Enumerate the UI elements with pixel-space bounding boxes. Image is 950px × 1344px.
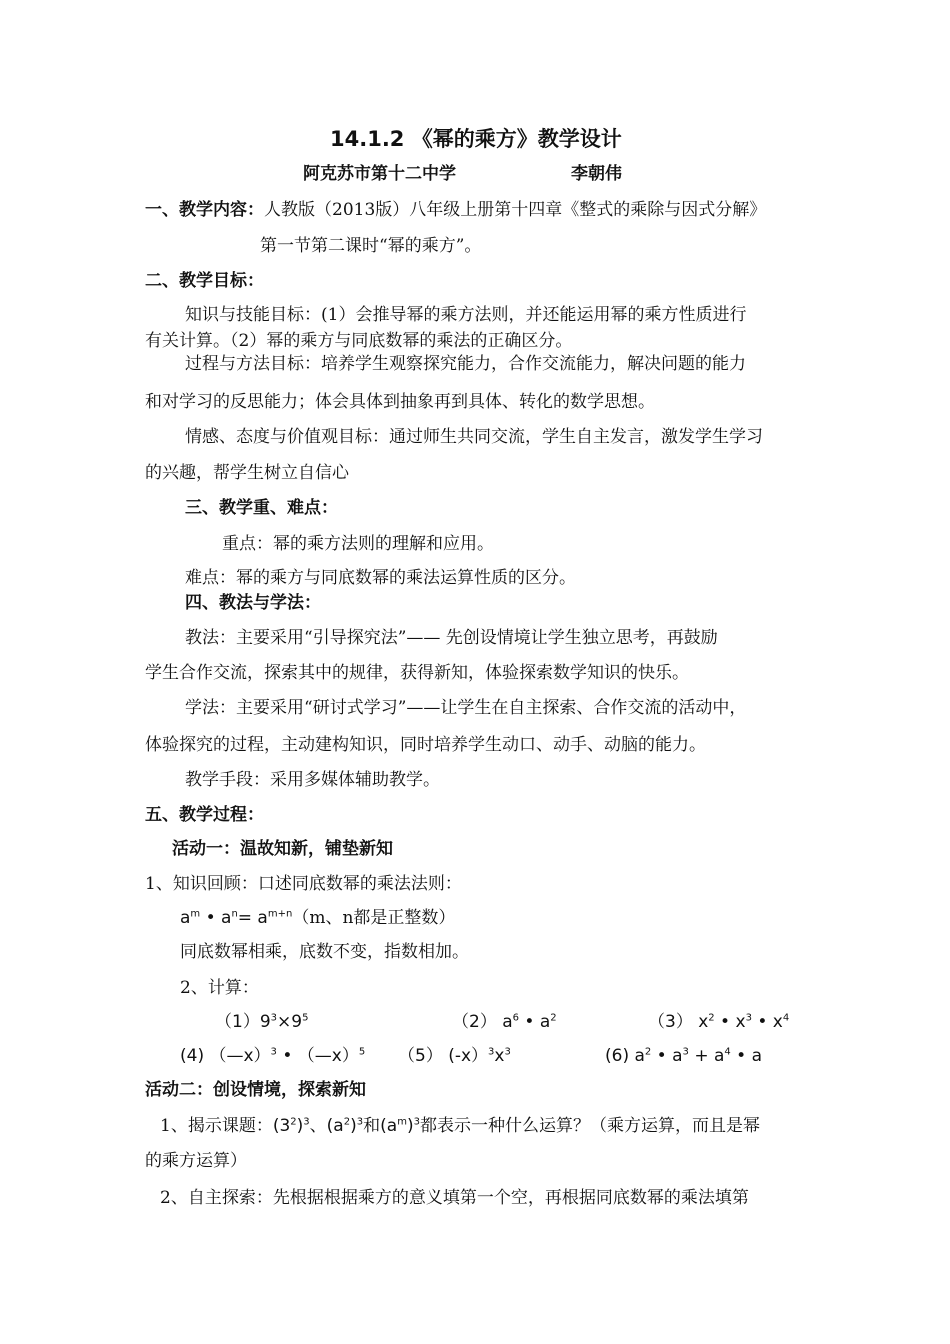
calc-problem-3: （3） $x^2$ • $x^3$ • $x^4$ xyxy=(648,1012,790,1032)
content-text: 人教版（2013版）八年级上册第十四章《整式的乘除与因式分解》 xyxy=(264,200,767,220)
method-teach-1: 教法：主要采用“引导探究法”—— 先创设情境让学生独立思考，再鼓励 xyxy=(185,628,718,648)
formula-condition: （m、n都是正整数） xyxy=(292,908,456,928)
calc-problem-2: （2） $a^6$ • $a^2$ xyxy=(452,1012,557,1032)
reveal-label: 1、揭示课题： xyxy=(160,1116,273,1136)
calc-problem-4: (4) （—x）$^3$ • （—x）$^5$ xyxy=(180,1046,366,1066)
review-line: 1、知识回顾：口述同底数幂的乘法法则： xyxy=(145,874,462,894)
goal-process-1: 过程与方法目标：培养学生观察探究能力，合作交流能力，解决问题的能力 xyxy=(185,354,746,374)
activity-1-heading: 活动一：温故知新，铺垫新知 xyxy=(172,839,393,859)
page-title: 14.1.2 《幂的乘方》教学设计 xyxy=(330,127,622,151)
goal-knowledge-1: 知识与技能目标：(1）会推导幂的乘方法则，并还能运用幂的乘方性质进行 xyxy=(185,305,747,325)
goals-heading: 二、教学目标： xyxy=(145,271,264,291)
goal-process-2: 和对学习的反思能力；体会具体到抽象再到具体、转化的数学思想。 xyxy=(145,392,655,412)
content-line-1 xyxy=(145,199,766,221)
methods-heading: 四、教法与学法： xyxy=(185,593,321,613)
content-label: 一、教学内容： xyxy=(145,200,264,220)
calc-problem-6: (6) $a^2$ • $a^3 + a^4$ • a xyxy=(605,1046,763,1066)
rule-formula xyxy=(180,907,455,929)
calc-problem-5: （5） $(-x)^3x^3$ xyxy=(398,1046,511,1066)
rule-text: 同底数幂相乘，底数不变，指数相加。 xyxy=(180,942,469,962)
reveal-line-2: 的乘方运算） xyxy=(145,1151,247,1171)
process-heading: 五、教学过程： xyxy=(145,805,264,825)
keypoint-focus: 重点：幂的乘方法则的理解和应用。 xyxy=(222,534,494,554)
goal-emotion-1: 情感、态度与价值观目标：通过师生共同交流，学生自主发言，激发学生学习 xyxy=(185,427,763,447)
keypoint-difficulty: 难点：幂的乘方与同底数幂的乘法运算性质的区分。 xyxy=(185,568,576,588)
reveal-line-1 xyxy=(160,1115,760,1137)
calc-label: 2、计算： xyxy=(180,978,259,998)
goal-emotion-2: 的兴趣，帮学生树立自信心 xyxy=(145,463,349,483)
calc-problem-1: $(1)9^3\times 9^5$ xyxy=(215,1012,309,1032)
reveal-expressions: $(3^2)^3$、$(a^2)^3$和$(a^m)^3$ xyxy=(272,1116,420,1136)
method-learn-2: 体验探究的过程，主动建构知识，同时培养学生动口、动手、动脑的能力。 xyxy=(145,735,706,755)
school-name: 阿克苏市第十二中学 xyxy=(303,164,456,184)
author-name: 李朝伟 xyxy=(571,164,622,184)
method-means: 教学手段：采用多媒体辅助教学。 xyxy=(185,770,440,790)
formula-expression: $a^m$ • $a^n= a^{m+n}$ xyxy=(180,908,293,928)
method-learn-1: 学法：主要采用“研讨式学习”——让学生在自主探索、合作交流的活动中， xyxy=(185,698,747,718)
goal-knowledge-2: 有关计算。（2）幂的乘方与同底数幂的乘法的正确区分。 xyxy=(145,331,573,351)
content-line-2: 第一节第二课时“幂的乘方”。 xyxy=(260,236,482,256)
reveal-question: 都表示一种什么运算？（乘方运算，而且是幂 xyxy=(419,1116,760,1136)
keypoints-heading: 三、教学重、难点： xyxy=(185,498,338,518)
explore-line: 2、自主探索：先根据根据乘方的意义填第一个空，再根据同底数幂的乘法填第 xyxy=(160,1188,749,1208)
method-teach-2: 学生合作交流，探索其中的规律，获得新知，体验探索数学知识的快乐。 xyxy=(145,663,689,683)
activity-2-heading: 活动二：创设情境，探索新知 xyxy=(145,1080,366,1100)
